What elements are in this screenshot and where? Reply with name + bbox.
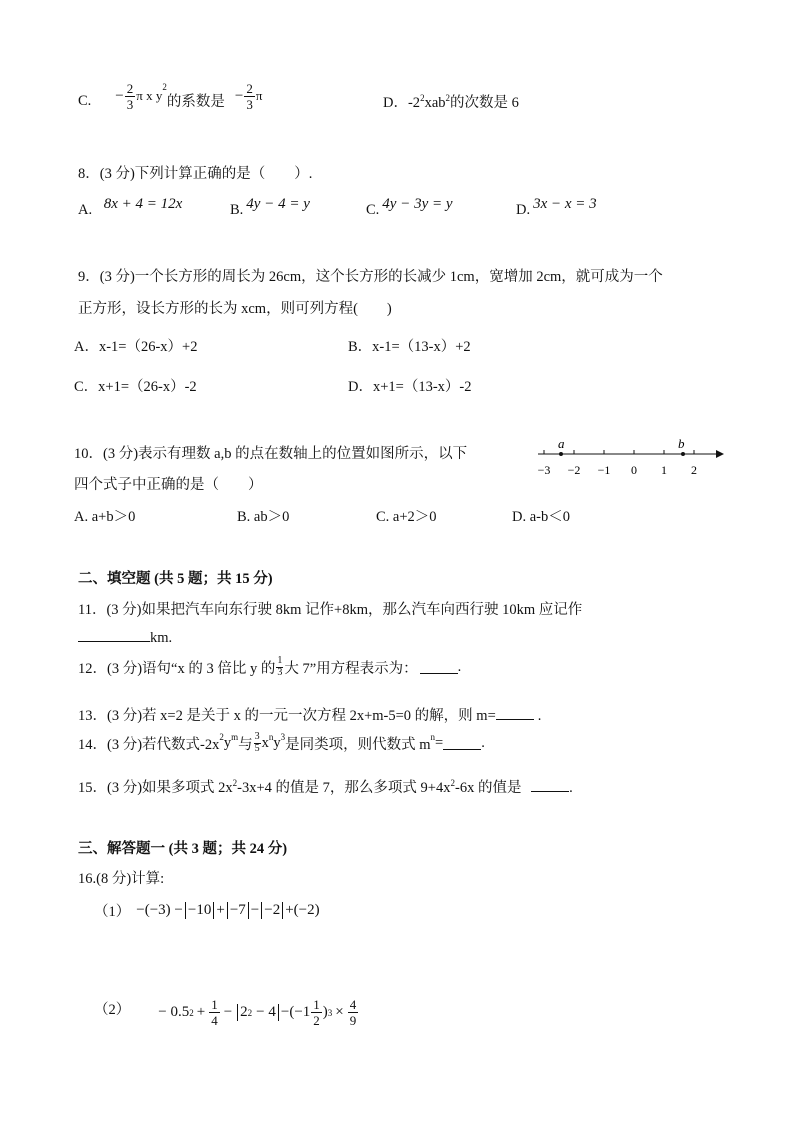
q9-option-a: A．x-1=（26-x）+2 [74, 339, 198, 355]
q10-line1: 10．(3 分)表示有理数 a,b 的点在数轴上的位置如图所示，以下 [74, 446, 468, 462]
q7-c-ans-fraction: $\frac{2}{3}$ [246, 80, 253, 112]
q7-option-d: D．$-2^2xab^2$的次数是 6 [383, 93, 519, 111]
number-line [530, 436, 725, 480]
q9-line2: 正方形，设长方形的长为 xcm，则可列方程( ) [78, 301, 392, 317]
section2-title: 二、填空题 (共 5 题；共 15 分) [78, 571, 273, 587]
point-b-dot [681, 452, 685, 456]
q10-option-c: C. a+2＞0 [376, 509, 437, 525]
q9-option-b: B．x-1=（13-x）+2 [348, 339, 471, 355]
q9-option-c: C．x+1=（26-x）-2 [74, 379, 197, 395]
q10-option-b: B. ab＞0 [237, 509, 290, 525]
q10-option-d: D. a-b＜0 [512, 509, 570, 525]
q11-answer-blank[interactable] [78, 629, 150, 642]
q10-line2: 四个式子中正确的是（ ） [74, 477, 263, 493]
q7-c-middle: 的系数是 [166, 93, 225, 110]
q10-option-a: A. a+b＞0 [74, 509, 136, 525]
section3-title: 三、解答题一 (共 3 题；共 24 分) [78, 841, 288, 857]
point-a-label: a [558, 436, 565, 451]
q15-answer-blank[interactable] [531, 779, 569, 792]
q8-stem: 8．(3 分)下列计算正确的是（ ）. [78, 166, 313, 182]
q16-stem: 16.(8 分)计算: [78, 871, 165, 887]
point-b-label: b [678, 436, 685, 451]
q14-answer-blank[interactable] [443, 737, 481, 750]
q12: 12．(3 分)语句“x 的 3 倍比 y 的 $\frac{1}{3}$ 大 7”用方程表示为： . [78, 655, 462, 678]
q7-c-ans-pi: π [255, 88, 263, 103]
q12-answer-blank[interactable] [420, 661, 458, 674]
q8-option-c: C. 4y − 3y = y [366, 196, 453, 218]
q8-option-d: D. 3x − x = 3 [516, 196, 597, 218]
q7-c-letter: C. [78, 92, 92, 109]
q14-fraction: $\frac{3}{5}$ [254, 731, 260, 754]
q11-line2: km. [78, 629, 172, 647]
number-line-tick-label: 0 [631, 463, 637, 477]
number-line-tick-label: −1 [597, 463, 611, 477]
q12-fraction: $\frac{1}{3}$ [277, 655, 283, 678]
number-line-tick-label: −3 [537, 463, 551, 477]
q11-line1: 11．(3 分)如果把汽车向东行驶 8km 记作+8km，那么汽车向西行驶 10km 应记作 [78, 602, 583, 618]
q7-option-c: C. − $\frac{2}{3}$ π x y $^2$ 的系数是 − $\frac{2}{3}$ π [78, 80, 263, 112]
number-line-arrow [716, 450, 724, 458]
number-line-tick-label: −2 [567, 463, 581, 477]
q14: 14．(3 分)若代数式-2x $^2$ y $^m$ 与 $\frac{3}{5}$ x $^n$ y $^3$ 是同类项，则代数式 m $^n$ = . [78, 731, 485, 754]
q7-c-fraction: $\frac{2}{3}$ [126, 80, 134, 112]
number-line-tick-label: 1 [661, 463, 667, 477]
point-a-dot [559, 452, 563, 456]
number-line-tick-label: 2 [691, 463, 697, 477]
q7-c-var: π x y [136, 88, 163, 103]
q7-c-sign: − [115, 87, 124, 104]
q13-answer-blank[interactable] [496, 707, 534, 720]
q7-c-ans-sign: − [234, 87, 244, 104]
q16-part1-label: （1） [94, 904, 131, 920]
q9-option-d: D．x+1=（13-x）-2 [348, 379, 472, 395]
q16-part2-label: （2） [94, 1002, 131, 1018]
q8-option-b: B. 4y − 4 = y [230, 196, 310, 218]
q16-part2: （2） − 0.5 2 + $\frac{1}{4}$ − 2 2 − 4 −(−1 $\frac{1}{2}$ ) 3 × $\frac{4}{9}$ [94, 997, 357, 1028]
q15: 15．(3 分)如果多项式 $2x^2-3x+4$ 的值是 7，那么多项式 $9+4x^2-6x$ 的值是 . [78, 778, 573, 796]
q9-line1: 9．(3 分)一个长方形的周长为 26cm，这个长方形的长减少 1cm，宽增加 2cm，就可成为一个 [78, 269, 663, 285]
q8-option-a: A. 8x + 4 = 12x [78, 196, 183, 218]
q13: 13．(3 分)若 x=2 是关于 x 的一元一次方程 2x+m-5=0 的解，则 m= . [78, 708, 542, 724]
q7-d-text: D．-2 [383, 95, 421, 111]
q16-part1: （1） −(−3) − −10 + −7 − −2 +(−2) [94, 902, 320, 920]
